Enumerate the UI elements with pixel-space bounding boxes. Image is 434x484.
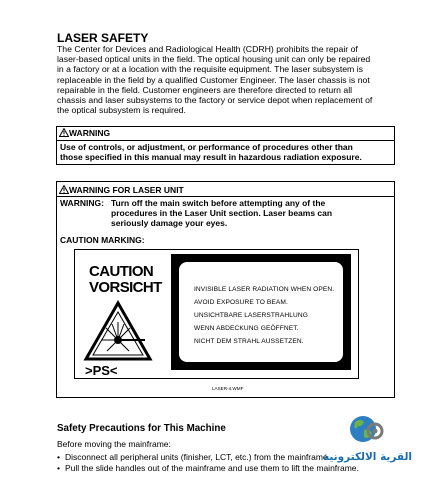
warning-heading-text: WARNING <box>69 128 111 138</box>
warning-heading <box>59 128 110 138</box>
ps-mark: >PS< <box>85 363 118 378</box>
watermark-text: القرية الالكترونية <box>323 451 413 463</box>
caution-label-inner <box>179 262 343 362</box>
label-line: UNSICHTBARE LASERSTRAHLUNG <box>194 312 308 319</box>
paragraph-line: in a factory or at a location with the requisite equipment. The laser subsystem is <box>57 64 363 75</box>
caution-text: CAUTION <box>89 263 154 280</box>
paragraph-line: The Center for Devices and Radiological Health (CDRH) prohibits the repair of <box>57 44 358 54</box>
site-logo-icon <box>348 412 384 446</box>
paragraph-line: replaceable in the field by a qualified Customer Engineer. The laser chassis is not <box>57 74 370 85</box>
paragraph-line: the optical subsystem is required. <box>57 105 186 116</box>
caution-marking-label: CAUTION MARKING: <box>60 235 145 245</box>
label-line: WENN ABDECKUNG GEÖFFNET. <box>194 325 299 332</box>
caution-label-illustration <box>74 249 359 379</box>
laser-hazard-icon <box>83 300 153 362</box>
warning-text <box>60 142 390 162</box>
bullet-icon: • <box>57 463 60 473</box>
paragraph-line: laser-based optical units in the field. The optical housing unit can only be repaired <box>57 54 371 65</box>
precautions-title: Safety Precautions for This Machine <box>57 423 226 434</box>
vorsicht-text: VORSICHT <box>89 279 162 296</box>
laser-unit-warning-label: WARNING: <box>60 198 104 208</box>
label-line: AVOID EXPOSURE TO BEAM. <box>194 299 288 306</box>
label-line: INVISIBLE LASER RADIATION WHEN OPEN. <box>194 286 335 293</box>
paragraph-line: chassis and laser subsystems to the factory or service depot when replacement of <box>57 95 373 106</box>
laser-unit-heading-text: WARNING FOR LASER UNIT <box>69 185 184 195</box>
laser-safety-title: LASER SAFETY <box>57 31 149 45</box>
label-line: NICHT DEM STRAHL AUSSETZEN. <box>194 338 304 345</box>
warning-line: Use of controls, or adjustment, or performance of procedures other than <box>60 142 353 152</box>
warning-triangle-icon <box>59 128 69 137</box>
laser-unit-warning-text <box>111 198 373 229</box>
warning-box <box>56 126 395 165</box>
laser-warning-line: seriously damage your eyes. <box>111 218 228 229</box>
caution-label-panel <box>171 254 351 370</box>
warning-line: those specified in this manual may result in hazardous radiation exposure. <box>60 152 362 163</box>
list-item-text: Pull the slide handles out of the mainframe and use them to lift the mainframe. <box>65 463 359 473</box>
bullet-icon: • <box>57 452 60 462</box>
warning-triangle-icon <box>59 185 69 194</box>
figure-code: LASER-4.WMF <box>212 386 244 391</box>
warning-divider <box>57 140 394 141</box>
laser-unit-heading <box>59 185 184 195</box>
list-item-text: Disconnect all peripheral units (finisher, LCT, etc.) from the mainframe. <box>65 452 331 462</box>
laser-unit-divider <box>57 196 394 197</box>
laser-unit-warning-box <box>56 181 395 398</box>
laser-warning-line: procedures in the Laser Unit section. Laser beams can <box>111 208 333 219</box>
paragraph-line: repairable in the field. Customer engineers are therefore directed to return all <box>57 84 353 95</box>
laser-safety-paragraph <box>57 44 397 115</box>
precautions-intro: Before moving the mainframe: <box>57 439 171 449</box>
laser-warning-line: Turn off the main switch before attempting any of the <box>111 198 326 208</box>
